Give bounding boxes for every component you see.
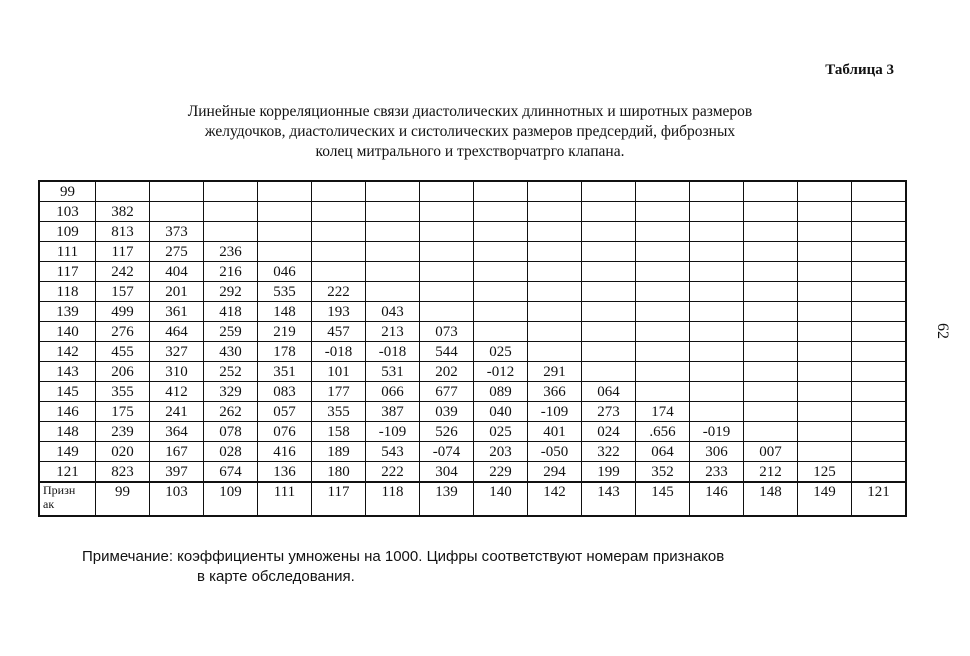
table-cell (312, 242, 366, 262)
table-cell: 057 (258, 402, 312, 422)
row-label: 140 (39, 322, 96, 342)
table-cell: 387 (366, 402, 420, 422)
column-label: 148 (744, 482, 798, 516)
table-cell (744, 322, 798, 342)
table-cell: 382 (96, 202, 150, 222)
table-cell: 526 (420, 422, 474, 442)
table-cell (636, 302, 690, 322)
column-label: 143 (582, 482, 636, 516)
table-cell (852, 202, 907, 222)
row-label: 148 (39, 422, 96, 442)
table-cell (528, 181, 582, 202)
table-cell (366, 181, 420, 202)
table-cell (366, 282, 420, 302)
table-cell (420, 262, 474, 282)
footer-row (39, 482, 906, 516)
table-cell: 351 (258, 362, 312, 382)
table-cell: 073 (420, 322, 474, 342)
table-cell (582, 242, 636, 262)
table-cell (690, 322, 744, 342)
table-cell (798, 342, 852, 362)
table-cell (582, 262, 636, 282)
table-cell: 222 (312, 282, 366, 302)
table-cell: 366 (528, 382, 582, 402)
table-cell (366, 222, 420, 242)
table-cell (744, 382, 798, 402)
table-cell: 361 (150, 302, 204, 322)
table-cell: 199 (582, 462, 636, 483)
table-cell: 089 (474, 382, 528, 402)
table-cell: 674 (204, 462, 258, 483)
table-cell: 292 (204, 282, 258, 302)
table-cell (204, 202, 258, 222)
table-cell: 216 (204, 262, 258, 282)
table-cell (852, 342, 907, 362)
table-cell: 499 (96, 302, 150, 322)
table-cell: 206 (96, 362, 150, 382)
table-cell: 430 (204, 342, 258, 362)
table-cell: 167 (150, 442, 204, 462)
footer-label-line: ак (43, 497, 55, 511)
table-cell (258, 181, 312, 202)
table-cell (258, 242, 312, 262)
table-cell (744, 262, 798, 282)
table-cell: 306 (690, 442, 744, 462)
table-cell: 203 (474, 442, 528, 462)
column-label: 140 (474, 482, 528, 516)
table-cell (150, 202, 204, 222)
table-cell: 823 (96, 462, 150, 483)
table-cell (474, 202, 528, 222)
table-cell (690, 282, 744, 302)
table-cell (636, 242, 690, 262)
table-cell (798, 181, 852, 202)
table-cell: 262 (204, 402, 258, 422)
row-label: 121 (39, 462, 96, 483)
table-cell: -109 (366, 422, 420, 442)
table-cell: 352 (636, 462, 690, 483)
table-cell (474, 302, 528, 322)
table-row (39, 402, 906, 422)
table-cell: 355 (312, 402, 366, 422)
table-cell: 066 (366, 382, 420, 402)
table-cell: 229 (474, 462, 528, 483)
table-cell: 175 (96, 402, 150, 422)
table-cell (798, 362, 852, 382)
table-cell: 028 (204, 442, 258, 462)
table-cell (312, 222, 366, 242)
table-row (39, 382, 906, 402)
caption-line: колец митрального и трехстворчатрго клапана. (315, 143, 625, 160)
table-cell (204, 222, 258, 242)
table-cell: 083 (258, 382, 312, 402)
table-cell (474, 262, 528, 282)
column-label: 111 (258, 482, 312, 516)
table-cell: 117 (96, 242, 150, 262)
table-cell: 202 (420, 362, 474, 382)
table-cell (528, 282, 582, 302)
table-cell: -074 (420, 442, 474, 462)
table-cell: 213 (366, 322, 420, 342)
table-cell (744, 402, 798, 422)
table-cell (690, 302, 744, 322)
column-label: 117 (312, 482, 366, 516)
table-row (39, 322, 906, 342)
note-line: в карте обследования. (197, 568, 355, 585)
table-cell: 241 (150, 402, 204, 422)
note-line: Примечание: коэффициенты умножены на 1000. Цифры соответствуют номерам признаков (82, 548, 725, 565)
table-cell (744, 342, 798, 362)
table-cell: 304 (420, 462, 474, 483)
table-cell (474, 282, 528, 302)
table-cell: 455 (96, 342, 150, 362)
table-cell (258, 222, 312, 242)
table-cell (636, 342, 690, 362)
table-cell: 007 (744, 442, 798, 462)
row-label: 117 (39, 262, 96, 282)
table-cell (744, 362, 798, 382)
table-cell: 677 (420, 382, 474, 402)
table-cell (582, 282, 636, 302)
row-label: 142 (39, 342, 96, 362)
table-cell: 239 (96, 422, 150, 442)
table-cell (690, 222, 744, 242)
column-label: 139 (420, 482, 474, 516)
table-row (39, 422, 906, 442)
row-label: 149 (39, 442, 96, 462)
table-cell (852, 181, 907, 202)
table-row (39, 462, 906, 483)
table-cell (582, 181, 636, 202)
table-cell (636, 202, 690, 222)
table-cell (312, 181, 366, 202)
table-cell: 101 (312, 362, 366, 382)
table-cell: 327 (150, 342, 204, 362)
table-cell (798, 242, 852, 262)
table-cell: 252 (204, 362, 258, 382)
table-cell: 236 (204, 242, 258, 262)
column-label: 146 (690, 482, 744, 516)
table-cell: 322 (582, 442, 636, 462)
table-note (82, 547, 724, 587)
table-cell (852, 222, 907, 242)
table-cell (528, 202, 582, 222)
table-cell (744, 302, 798, 322)
table-cell (474, 322, 528, 342)
table-cell (636, 322, 690, 342)
table-cell: 275 (150, 242, 204, 262)
table-cell (690, 382, 744, 402)
table-cell (150, 181, 204, 202)
table-cell: 212 (744, 462, 798, 483)
table-cell (258, 202, 312, 222)
table-cell (852, 262, 907, 282)
table-cell: -018 (312, 342, 366, 362)
table-row (39, 362, 906, 382)
row-label: 146 (39, 402, 96, 422)
table-row (39, 262, 906, 282)
table-cell: 078 (204, 422, 258, 442)
table-cell (744, 222, 798, 242)
table-cell (690, 362, 744, 382)
table-cell: 355 (96, 382, 150, 402)
table-cell: 174 (636, 402, 690, 422)
table-cell: -109 (528, 402, 582, 422)
table-cell (852, 282, 907, 302)
table-cell: 136 (258, 462, 312, 483)
table-cell (798, 202, 852, 222)
row-label: 111 (39, 242, 96, 262)
table-cell (582, 222, 636, 242)
table-cell: 024 (582, 422, 636, 442)
table-cell: 020 (96, 442, 150, 462)
table-cell: 076 (258, 422, 312, 442)
table-cell (744, 422, 798, 442)
table-cell: 291 (528, 362, 582, 382)
table-cell (366, 202, 420, 222)
table-cell: 294 (528, 462, 582, 483)
table-cell (798, 322, 852, 342)
table-cell: 464 (150, 322, 204, 342)
table-cell (852, 402, 907, 422)
row-label: 103 (39, 202, 96, 222)
table-cell: 329 (204, 382, 258, 402)
table-cell: 125 (798, 462, 852, 483)
table-cell (528, 222, 582, 242)
table-cell: 177 (312, 382, 366, 402)
table-cell (852, 322, 907, 342)
table-cell (690, 402, 744, 422)
table-cell (528, 342, 582, 362)
table-cell (204, 181, 258, 202)
table-cell: 273 (582, 402, 636, 422)
table-cell: 201 (150, 282, 204, 302)
table-cell: 310 (150, 362, 204, 382)
table-cell (798, 422, 852, 442)
table-cell (420, 222, 474, 242)
table-cell (96, 181, 150, 202)
table-cell (744, 202, 798, 222)
row-label: 118 (39, 282, 96, 302)
row-label: 139 (39, 302, 96, 322)
table-cell (852, 302, 907, 322)
table-cell: -018 (366, 342, 420, 362)
caption-line: желудочков, диастолических и систолических размеров предсердий, фиброзных (204, 123, 736, 140)
table-cell (582, 202, 636, 222)
table-row (39, 302, 906, 322)
table-cell (798, 282, 852, 302)
table-cell (852, 362, 907, 382)
table-cell: 404 (150, 262, 204, 282)
table-cell (582, 302, 636, 322)
table-cell: 046 (258, 262, 312, 282)
table-cell: 025 (474, 342, 528, 362)
table-row (39, 222, 906, 242)
table-cell (366, 262, 420, 282)
table-cell (582, 322, 636, 342)
table-cell: 416 (258, 442, 312, 462)
row-label: 109 (39, 222, 96, 242)
table-cell (690, 181, 744, 202)
column-label: 149 (798, 482, 852, 516)
table-cell (582, 342, 636, 362)
table-cell (528, 322, 582, 342)
table-cell (636, 222, 690, 242)
row-label: 143 (39, 362, 96, 382)
footer-label (39, 482, 96, 516)
table-cell (744, 242, 798, 262)
table-cell (798, 382, 852, 402)
table-cell (690, 242, 744, 262)
table-cell: 233 (690, 462, 744, 483)
table-cell (528, 302, 582, 322)
table-cell: 543 (366, 442, 420, 462)
table-cell: 418 (204, 302, 258, 322)
table-cell: 219 (258, 322, 312, 342)
table-cell (852, 382, 907, 402)
table-cell: 276 (96, 322, 150, 342)
table-cell: 025 (474, 422, 528, 442)
table-cell (798, 442, 852, 462)
column-label: 109 (204, 482, 258, 516)
table-cell (474, 242, 528, 262)
table-cell (690, 202, 744, 222)
table-cell (636, 382, 690, 402)
table-cell: 157 (96, 282, 150, 302)
table-cell (420, 202, 474, 222)
table-caption (110, 102, 830, 162)
table-cell (690, 262, 744, 282)
table-body (39, 181, 906, 516)
table-row (39, 282, 906, 302)
table-cell: 043 (366, 302, 420, 322)
table-cell (420, 282, 474, 302)
table-cell (420, 242, 474, 262)
table-cell (690, 342, 744, 362)
table-cell (852, 242, 907, 262)
table-row (39, 181, 906, 202)
table-cell (582, 362, 636, 382)
caption-line: Линейные корреляционные связи диастолических длиннотных и широтных размеров (187, 103, 753, 120)
table-cell (852, 422, 907, 442)
table-cell (798, 402, 852, 422)
table-cell: 259 (204, 322, 258, 342)
table-row (39, 442, 906, 462)
page-number: 62 (934, 323, 951, 339)
table-cell: 040 (474, 402, 528, 422)
table-cell (636, 181, 690, 202)
table-cell (312, 262, 366, 282)
table-cell: 813 (96, 222, 150, 242)
table-cell: 373 (150, 222, 204, 242)
table-cell (744, 282, 798, 302)
table-cell: 242 (96, 262, 150, 282)
column-label: 145 (636, 482, 690, 516)
column-label: 121 (852, 482, 907, 516)
table-cell: 457 (312, 322, 366, 342)
table-cell: 535 (258, 282, 312, 302)
table-cell (366, 242, 420, 262)
table-cell: 412 (150, 382, 204, 402)
table-cell (798, 262, 852, 282)
table-cell (852, 462, 907, 483)
row-label: 99 (39, 181, 96, 202)
table-cell (636, 362, 690, 382)
column-label: 142 (528, 482, 582, 516)
table-cell: 180 (312, 462, 366, 483)
table-cell: 158 (312, 422, 366, 442)
table-cell: 222 (366, 462, 420, 483)
table-label: Таблица 3 (825, 62, 894, 78)
table-cell: .656 (636, 422, 690, 442)
table-cell: 064 (636, 442, 690, 462)
table-cell (528, 242, 582, 262)
table-cell: 178 (258, 342, 312, 362)
column-label: 118 (366, 482, 420, 516)
table-cell: -012 (474, 362, 528, 382)
table-row (39, 342, 906, 362)
table-cell: -050 (528, 442, 582, 462)
table-cell: 148 (258, 302, 312, 322)
table-cell (636, 282, 690, 302)
row-label: 145 (39, 382, 96, 402)
table-cell: 531 (366, 362, 420, 382)
table-row (39, 202, 906, 222)
table-cell: 364 (150, 422, 204, 442)
table-cell (636, 262, 690, 282)
table-cell (798, 222, 852, 242)
column-label: 103 (150, 482, 204, 516)
table-row (39, 242, 906, 262)
table-cell (474, 222, 528, 242)
table-cell: 064 (582, 382, 636, 402)
table-cell: 401 (528, 422, 582, 442)
table-cell (744, 181, 798, 202)
table-cell (528, 262, 582, 282)
table-cell: 039 (420, 402, 474, 422)
table-cell (420, 302, 474, 322)
table-cell (312, 202, 366, 222)
table-cell: -019 (690, 422, 744, 442)
table-cell: 397 (150, 462, 204, 483)
table-cell: 193 (312, 302, 366, 322)
table-cell (420, 181, 474, 202)
table-cell: 544 (420, 342, 474, 362)
table-cell (852, 442, 907, 462)
column-label: 99 (96, 482, 150, 516)
table-cell (798, 302, 852, 322)
table-cell (474, 181, 528, 202)
footer-label-line: Призн (43, 483, 76, 497)
table-cell: 189 (312, 442, 366, 462)
correlation-table (38, 180, 907, 517)
